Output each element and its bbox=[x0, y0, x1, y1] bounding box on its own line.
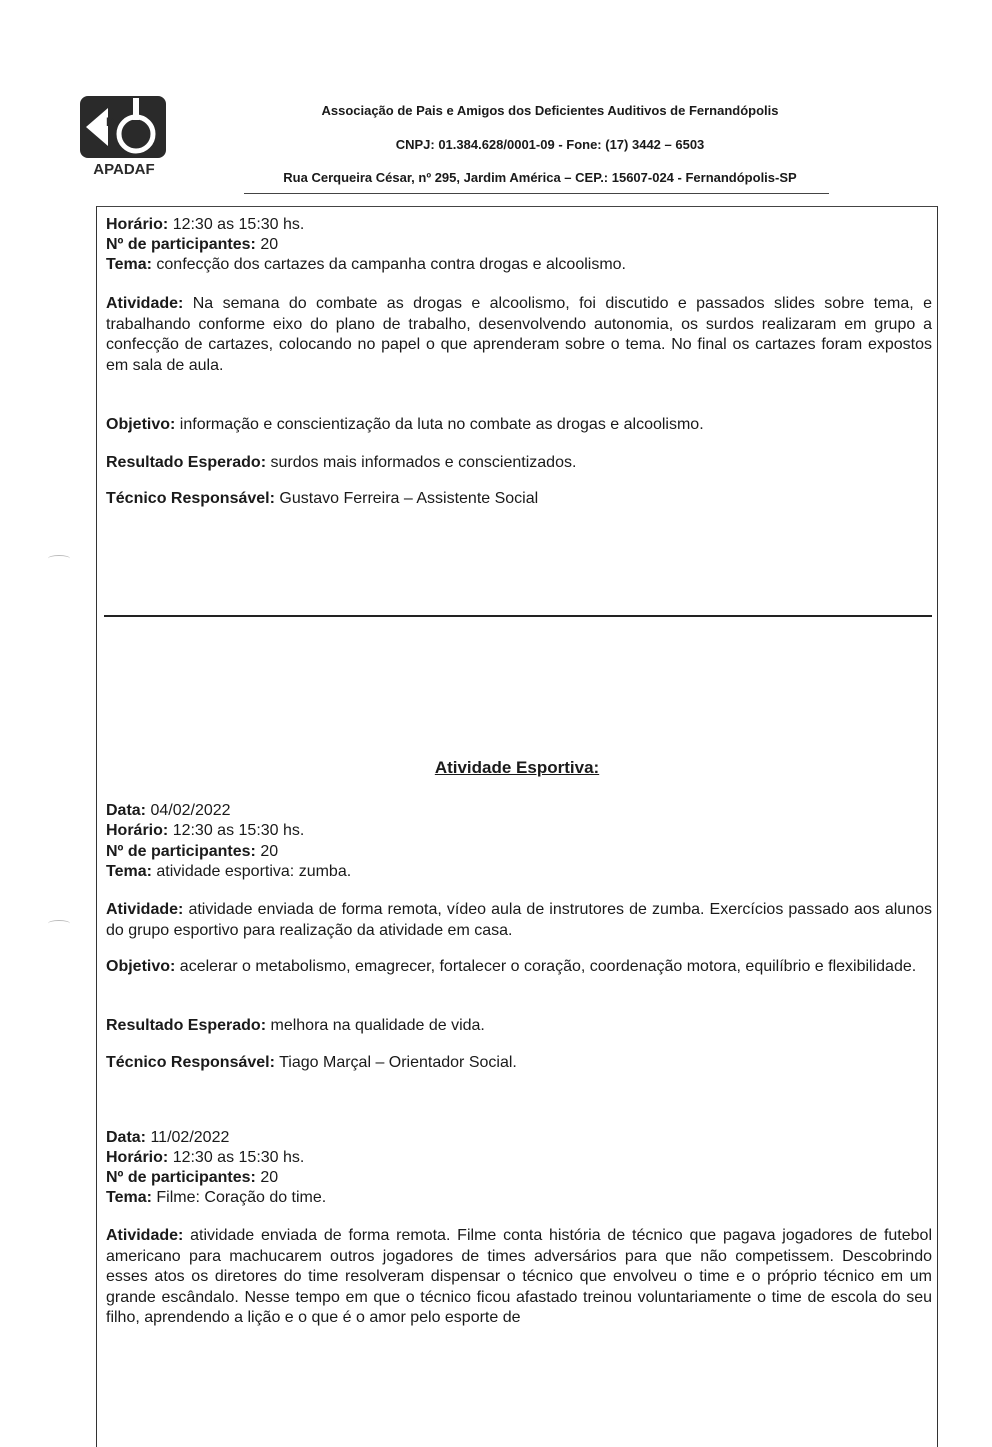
section-title: Atividade Esportiva: bbox=[434, 758, 600, 777]
block3-horario: Horário: 12:30 as 15:30 hs. bbox=[106, 1149, 305, 1166]
logo-text: APADAF bbox=[93, 161, 155, 178]
section-separator bbox=[104, 615, 932, 617]
header-rule bbox=[244, 193, 829, 194]
block2-horario: Horário: 12:30 as 15:30 hs. bbox=[106, 822, 305, 839]
block3-data: Data: 11/02/2022 bbox=[106, 1129, 230, 1146]
block1-tecnico: Técnico Responsável: Gustavo Ferreira – Assistente Social bbox=[106, 490, 539, 507]
block2-data: Data: 04/02/2022 bbox=[106, 802, 231, 819]
block1-tema: Tema: confecção dos cartazes da campanha contra drogas e alcoolismo. bbox=[106, 256, 626, 273]
block3-participantes: Nº de participantes: 20 bbox=[106, 1169, 279, 1186]
svg-text:D: D bbox=[106, 115, 115, 129]
address: Rua Cerqueira César, nº 295, Jardim América – CEP.: 15607-024 - Fernandópolis-SP bbox=[283, 170, 797, 185]
block1-objetivo: Objetivo: informação e conscientização da luta no combate as drogas e alcoolismo. bbox=[106, 416, 704, 433]
block1-atividade: Atividade: Na semana do combate as drogas e alcoolismo, foi discutido e passados slides sobre tema, e trabalhando conforme eixo do plano de trabalho, desenvolvendo autonomia, os surdos realizaram em grupo a confecção de cartazes, colocando no papel o que aprenderam sobre o tema. No final os cartazes foram expostos em sala de aula. bbox=[106, 295, 933, 374]
block2-atividade: Atividade: atividade enviada de forma remota, vídeo aula de instrutores de zumba. Exercícios passado aos alunos do grupo esportivo para realização da atividade em casa. bbox=[106, 901, 932, 939]
block2-tecnico: Técnico Responsável: Tiago Marçal – Orientador Social. bbox=[106, 1054, 517, 1071]
cnpj-phone: CNPJ: 01.384.628/0001-09 - Fone: (17) 3442 – 6503 bbox=[395, 137, 705, 152]
block3-tema: Tema: Filme: Coração do time. bbox=[106, 1189, 327, 1206]
block2-resultado: Resultado Esperado: melhora na qualidade de vida. bbox=[106, 1017, 485, 1034]
block2-tema: Tema: atividade esportiva: zumba. bbox=[106, 863, 352, 880]
scan-mark bbox=[48, 555, 70, 562]
scan-mark bbox=[48, 920, 70, 927]
block2-participantes: Nº de participantes: 20 bbox=[106, 843, 279, 860]
block2-objetivo: Objetivo: acelerar o metabolismo, emagrecer, fortalecer o coração, coordenação motora, equilíbrio e flexibilidade. bbox=[106, 958, 917, 975]
block1-participantes: Nº de participantes: 20 bbox=[106, 236, 279, 253]
block3-atividade: Atividade: atividade enviada de forma remota. Filme conta história de técnico que pagava jogadores de futebol americano para machucarem outros jogadores de times adversários para que não competissem. Descobrindo esses atos os diretores do time resolveram dispensar o técnico que envolveu o time e o próprio técnico em um grande escândalo. Nesse tempo em que o técnico ficou afastado treinou voluntariamente o time de escola do seu filho, aprendendo a lição e o que é o amor pelo esporte de bbox=[106, 1227, 932, 1326]
apadaf-logo bbox=[78, 94, 170, 178]
block1-resultado: Resultado Esperado: surdos mais informados e conscientizados. bbox=[106, 454, 577, 471]
org-name: Associação de Pais e Amigos dos Deficientes Auditivos de Fernandópolis bbox=[321, 103, 779, 118]
block1-horario: Horário: 12:30 as 15:30 hs. bbox=[106, 216, 305, 233]
